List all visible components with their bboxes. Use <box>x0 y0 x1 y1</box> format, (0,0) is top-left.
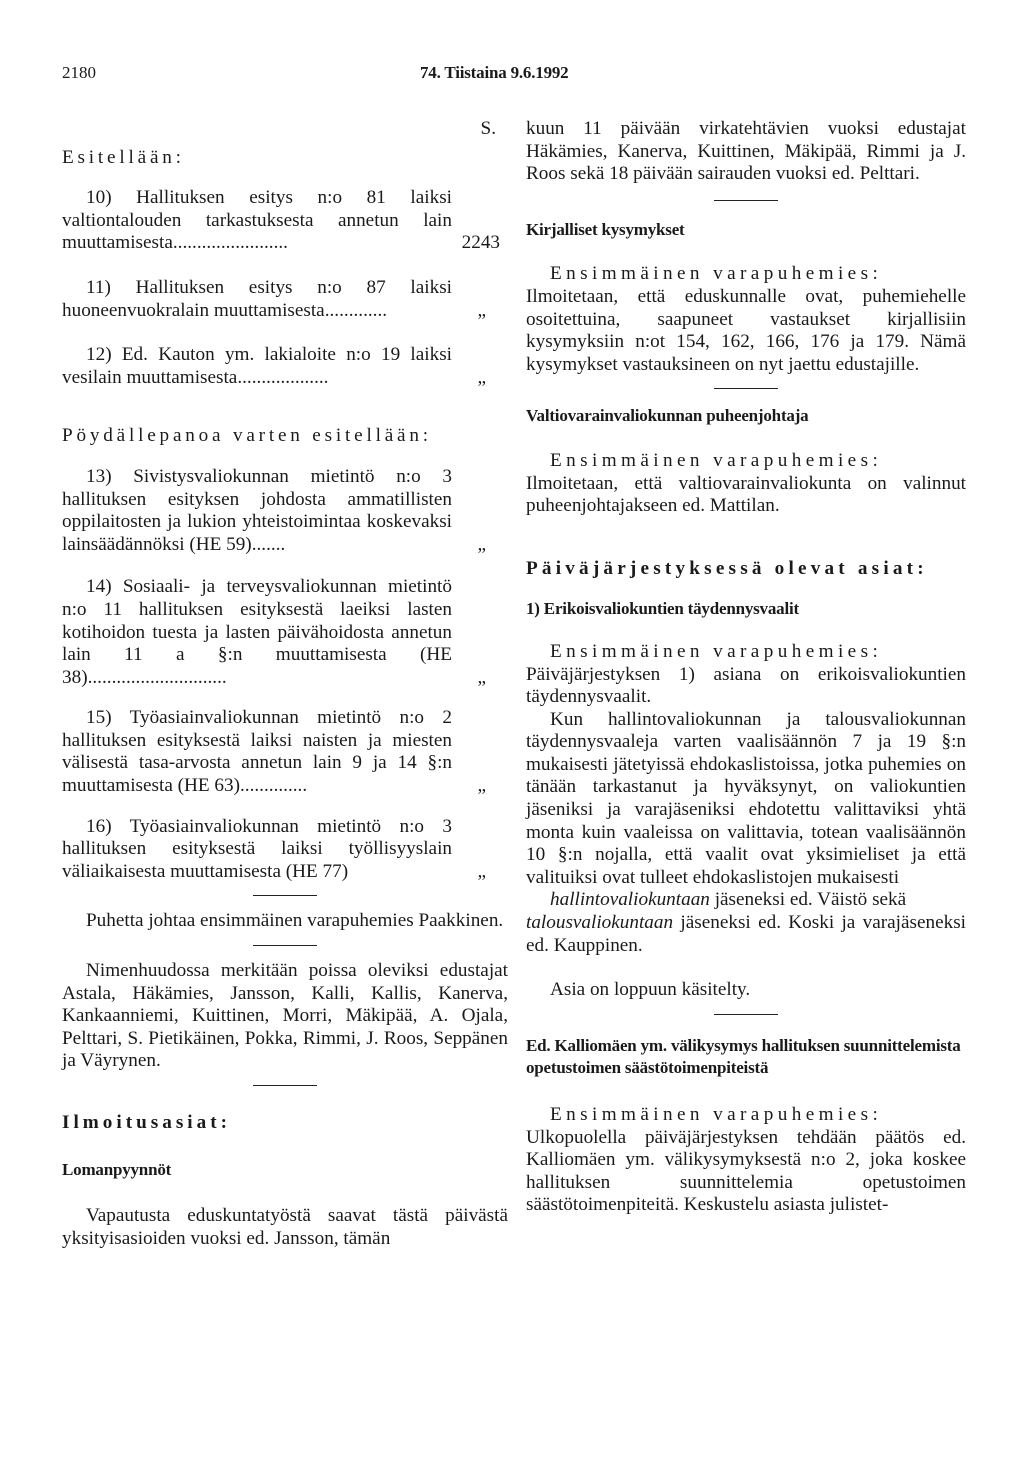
section-divider <box>714 388 778 389</box>
page-column-label: S. <box>480 118 496 139</box>
speaker-label: Ensimmäinen varapuhemies: <box>550 263 883 285</box>
kalliomaen-paragraph: Ulkopuolella päiväjärjestyksen tehdään päätös ed. Kalliomäen ym. välikysymyksestä n:o 2, joka koskee hallituksen suunnittelemia opetustoimen säästötoimenpiteitä. Keskustelu asiasta julistet- <box>526 1126 966 1216</box>
erikois-paragraph-1: Päiväjärjestyksen 1) asiana on erikoisvaliokuntien täydennysvaalit. <box>526 663 966 708</box>
agenda-item-13: 13) Sivistysvaliokunnan mietintö n:o 3 hallituksen esityksen johdosta ammatillisten oppilaitosten ja lukion yhteistoimintaa koskevaksi lainsäädännöksi (HE 59)....... „ <box>62 465 486 555</box>
left-column <box>62 118 508 1250</box>
right-column <box>526 118 966 1217</box>
speaker-label: Ensimmäinen varapuhemies: <box>550 1104 883 1125</box>
speaker-label: Ensimmäinen varapuhemies: <box>550 640 883 662</box>
speaker-label: Ensimmäinen varapuhemies: <box>550 449 883 471</box>
ilmoitusasiat-heading: Ilmoitusasiat: <box>62 1112 231 1133</box>
valtiovarain-paragraph: Ilmoitetaan, että valtiovarainvaliokunta on valinnut puheenjohtajakseen ed. Mattilan. <box>526 472 966 517</box>
section-divider <box>253 895 317 896</box>
valtiovarain-heading: Valtiovarainvaliokunnan puheenjohtaja <box>526 406 809 426</box>
esitellaan-heading: Esitellään: <box>62 146 185 168</box>
erikoisvaliokuntien-heading: 1) Erikoisvaliokuntien täydennysvaalit <box>526 599 799 619</box>
asia-loppuun: Asia on loppuun käsitelty. <box>550 979 751 1001</box>
agenda-item-11: 11) Hallituksen esitys n:o 87 laiksi huoneenvuokralain muuttamisesta............. „ <box>62 276 486 321</box>
erikois-paragraph-2: Kun hallintovaliokunnan ja talousvaliokunnan täydennysvaaleja varten vaalisäännön 7 ja 19 §:n mukaisesti jätetyissä ehdokaslistoissa, jotka puhemies on tänään tarkastanut ja hyväksynyt, on valiokuntien jäseniksi ja varajäseniksi ehdotettu valittaviksi yhtä monta kuin vaaleissa on valittavia, totean vaalisäännön 10 §:n nojalla, että vaalit ovat yksimieliset ja että valituiksi ovat tulleet ehdokaslistojen mukaisesti <box>526 708 966 888</box>
vapautusta-paragraph: Vapautusta eduskuntatyöstä saavat tästä päivästä yksityisasioiden vuoksi ed. Jansson, tämän <box>62 1205 508 1249</box>
section-divider <box>714 1014 778 1015</box>
page-number: 2180 <box>62 63 96 82</box>
puhetta-paragraph: Puhetta johtaa ensimmäinen varapuhemies Paakkinen. <box>86 910 504 932</box>
agenda-list-2 <box>62 466 508 884</box>
hallinto-paragraph: hallintovaliokuntaan jäseneksi ed. Väistö sekä talousvaliokuntaan jäseneksi ed. Koski ja varajäseneksi ed. Kauppinen. <box>526 889 966 956</box>
agenda-list-1 <box>62 187 508 389</box>
poydalle-heading: Pöydällepanoa varten esitellään: <box>62 425 432 447</box>
agenda-item-14: 14) Sosiaali- ja terveysvaliokunnan mietintö n:o 11 hallituksen esityksestä laeiksi lasten kotihoidon tuesta ja lasten päivähoidosta annetun lain 11 a §:n muuttamisesta (HE 38)............................. „ <box>62 576 486 688</box>
section-divider <box>253 945 317 946</box>
session-heading: 74. Tiistaina 9.6.1992 <box>420 63 569 82</box>
agenda-item-15: 15) Työasiainvaliokunnan mietintö n:o 2 hallituksen esityksestä laiksi naisten ja miesten välisestä tasa-arvosta annetun lain 9 ja 14 §:n muuttamisesta (HE 63).............. „ <box>62 707 486 797</box>
section-divider <box>253 1085 317 1086</box>
section-divider <box>714 200 778 201</box>
agenda-item-10: 10) Hallituksen esitys n:o 81 laiksi valtiontalouden tarkastuksesta annetun lain muuttamisesta........................ 2243 <box>62 187 500 254</box>
continuation-paragraph: kuun 11 päivään virkatehtävien vuoksi edustajat Häkämies, Kanerva, Kuittinen, Mäkipää, Rimmi ja J. Roos sekä 18 päivään sairauden vuoksi ed. Pelttari. <box>526 118 966 185</box>
kalliomaen-heading: Ed. Kalliomäen ym. välikysymys hallituksen suunnittelemista opetustoimen säästötoimenpiteistä <box>526 1035 961 1078</box>
agenda-item-12: 12) Ed. Kauton ym. lakialoite n:o 19 laiksi vesilain muuttamisesta................... „ <box>62 344 486 388</box>
agenda-item-16: 16) Työasiainvaliokunnan mietintö n:o 3 hallituksen esityksestä laiksi työllisyyslain väliaikaisesta muuttamisesta (HE 77) „ <box>62 815 486 882</box>
paivajarjestys-heading: Päiväjärjestyksessä olevat asiat: <box>526 557 928 579</box>
kirjalliset-heading: Kirjalliset kysymykset <box>526 219 685 239</box>
nimenhuudossa-paragraph: Nimenhuudossa merkitään poissa oleviksi edustajat Astala, Häkämies, Jansson, Kalli, Kallis, Kanerva, Kankaanniemi, Kuittinen, Morri, Mäkipää, A. Ojala, Pelttari, S. Pietikäinen, Pokka, Rimmi, J. Roos, Seppänen ja Väyrynen. <box>62 960 508 1072</box>
kirjalliset-paragraph: Ilmoitetaan, että eduskunnalle ovat, puhemiehelle osoitettuina, saapuneet vastaukset kirjallisiin kysymyksiin n:ot 154, 162, 166, 176 ja 179. Nämä kysymykset vastauksineen on nyt jaettu edustajille. <box>526 285 966 375</box>
lomanpyynnot-heading: Lomanpyynnöt <box>62 1159 172 1179</box>
